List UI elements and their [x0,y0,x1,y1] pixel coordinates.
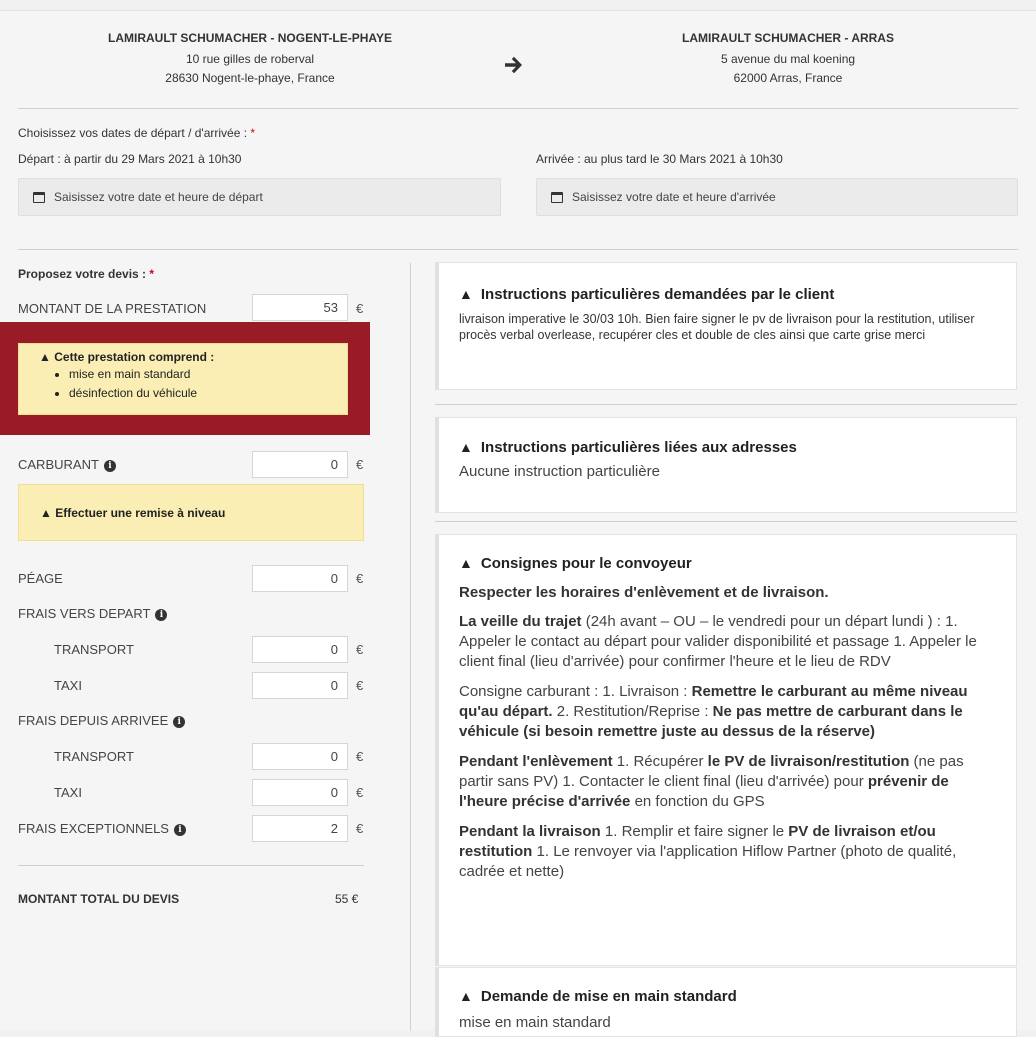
currency-symbol: € [356,749,364,764]
total-label: MONTANT TOTAL DU DEVIS [18,892,180,906]
info-icon[interactable]: i [104,460,116,472]
fuel-label: CARBURANT i [18,457,116,472]
list-item: • désinfection du véhicule [69,384,347,403]
warning-icon: ▲ [459,988,473,1004]
fuel-notice [18,484,364,541]
warning-icon: ▲ [39,350,51,364]
fuel-amount-input[interactable]: 0 [252,451,348,478]
quote-title: Proposez votre devis : * [18,267,155,281]
prestation-label: MONTANT DE LA PRESTATION [18,301,207,316]
handover-request-text: mise en main standard [459,1014,611,1031]
departure-date-input[interactable] [18,178,501,216]
currency-symbol: € [356,785,364,800]
to-departure-taxi-label: TAXI [54,678,82,693]
from-arrival-label: FRAIS DEPUIS ARRIVEE i [18,713,185,728]
info-icon[interactable]: i [173,716,185,728]
client-instructions-title: ▲ Instructions particulières demandées par le client [459,286,835,303]
info-icon[interactable]: i [174,824,186,836]
exceptional-fees-label: FRAIS EXCEPTIONNELS i [18,821,186,836]
handover-request-card [435,967,1017,1037]
currency-symbol: € [356,821,364,836]
address-instructions-text: Aucune instruction particulière [459,463,660,480]
toll-amount-input[interactable]: 0 [252,565,348,592]
arrival-address [578,29,998,88]
arrival-line1: 5 avenue du mal koening [720,52,856,66]
arrival-date-label: Arrivée : au plus tard le 30 Mars 2021 à 10h30 [536,152,783,166]
total-value: 55 € [335,892,359,906]
departure-name: LAMIRAULT SCHUMACHER - NOGENT-LE-PHAYE [108,31,392,45]
address-instructions-title: ▲ Instructions particulières liées aux adresses [459,439,797,456]
to-departure-taxi-input[interactable]: 0 [252,672,348,699]
divider [435,521,1017,522]
departure-date-label: Départ : à partir du 29 Mars 2021 à 10h30 [18,152,242,166]
column-separator [410,263,411,1031]
driver-paragraph-eve: La veille du trajet (24h avant – OU – le vendredi pour un départ lundi ) : 1. Appeler le contact au départ pour valider disponibilité et passage 1. Appeler le client final (lieu d'arrivée) pour confirmer l'heure et le lieu de RDV [459,613,977,670]
driver-paragraph-pickup: Pendant l'enlèvement 1. Récupérer le PV de livraison/restitution (ne pas partir sans PV) 1. Contacter le client final (lieu d'arrivée) pour prévenir de l'heure précise d'arrivée en fonction du GPS [459,753,964,810]
departure-line2: 28630 Nogent-le-phaye, France [165,71,335,85]
currency-symbol: € [356,571,364,586]
arrival-date-placeholder: Saisissez votre date et heure d'arrivée [572,190,776,204]
from-arrival-taxi-input[interactable]: 0 [252,779,348,806]
from-arrival-taxi-label: TAXI [54,785,82,800]
driver-paragraph-delivery: Pendant la livraison 1. Remplir et faire signer le PV de livraison et/ou restitution 1. Le renvoyer via l'application Hiflow Partner (photo de qualité, cadrée et nette) [459,823,957,880]
arrival-date-input[interactable] [536,178,1018,216]
driver-headline: Respecter les horaires d'enlèvement et de livraison. [459,584,829,601]
currency-symbol: € [356,678,364,693]
calendar-icon [33,192,45,203]
list-item: • mise en main standard [69,365,347,384]
warning-icon: ▲ [459,286,473,302]
to-departure-transport-label: TRANSPORT [54,642,134,657]
warning-icon: ▲ [459,555,473,571]
departure-date-placeholder: Saisissez votre date et heure de départ [54,190,263,204]
mission-page [0,10,1036,1030]
includes-list [39,365,347,403]
divider [435,404,1017,405]
from-arrival-transport-input[interactable]: 0 [252,743,348,770]
warning-icon: ▲ [40,506,52,520]
driver-instructions-title: ▲ Consignes pour le convoyeur [459,555,692,572]
calendar-icon [551,192,563,203]
client-instructions-text: livraison imperative le 30/03 10h. Bien faire signer le pv de livraison pour la restitution, utiliser procès verbal overlease, recupérer cles et double de cles ainsi que carte grise merci [459,312,975,342]
departure-line1: 10 rue gilles de roberval [185,52,315,66]
arrow-right-icon [502,53,526,77]
currency-symbol: € [356,301,364,316]
departure-address [40,29,460,88]
prestation-amount-input[interactable]: 53 [252,294,348,321]
from-arrival-transport-label: TRANSPORT [54,749,134,764]
exceptional-fees-input[interactable]: 2 [252,815,348,842]
arrival-name: LAMIRAULT SCHUMACHER - ARRAS [682,31,894,45]
address-instructions-card [435,417,1017,513]
divider [18,865,364,866]
driver-paragraph-fuel: Consigne carburant : 1. Livraison : Remettre le carburant au même niveau qu'au départ. 2. Restitution/Reprise : Ne pas mettre de carburant dans le véhicule (si besoin remettre juste au dessus de la réserve) [459,683,968,740]
to-departure-label: FRAIS VERS DEPART i [18,606,167,621]
driver-instructions-card [435,534,1017,966]
client-instructions-card [435,262,1017,390]
arrival-line2: 62000 Arras, France [733,71,843,85]
divider [18,108,1018,109]
to-departure-transport-input[interactable]: 0 [252,636,348,663]
currency-symbol: € [356,642,364,657]
prestation-includes-notice [18,343,348,415]
divider [18,249,1018,250]
includes-title: ▲ Cette prestation comprend : [39,350,215,364]
warning-icon: ▲ [459,439,473,455]
fuel-notice-text: ▲ Effectuer une remise à niveau [40,506,226,520]
dates-title: Choisissez vos dates de départ / d'arrivée : * [18,126,256,140]
currency-symbol: € [356,457,364,472]
info-icon[interactable]: i [155,609,167,621]
handover-request-title: ▲ Demande de mise en main standard [459,988,737,1005]
toll-label: PÉAGE [18,571,63,586]
